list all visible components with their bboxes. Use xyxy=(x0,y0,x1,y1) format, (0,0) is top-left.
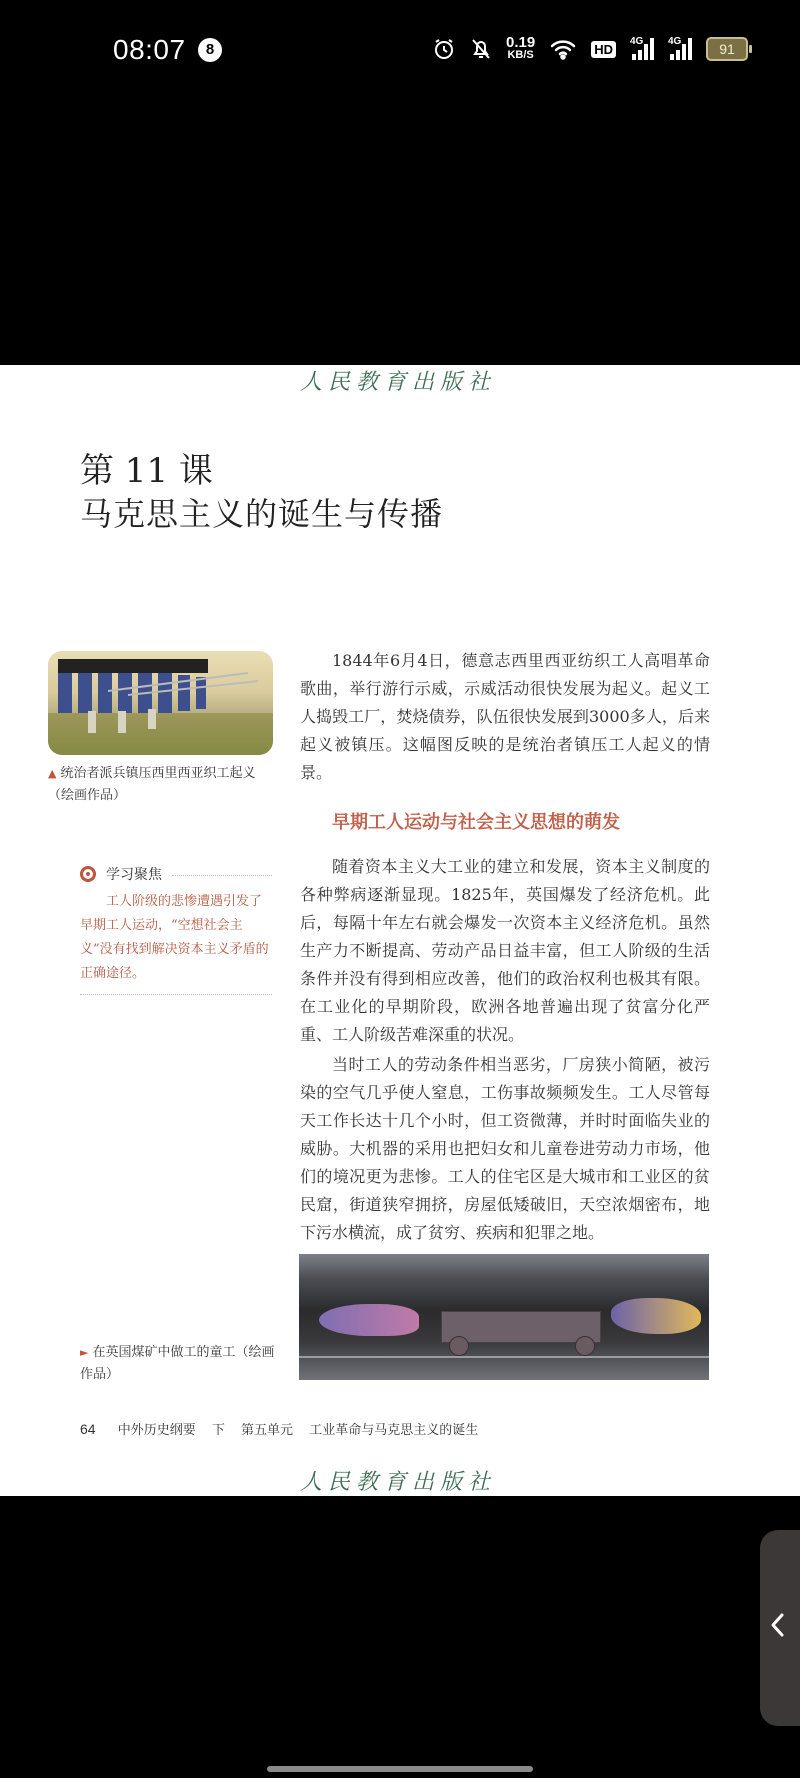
target-icon xyxy=(80,866,96,882)
textbook-page[interactable] xyxy=(0,365,800,1496)
battery-icon: 91 xyxy=(706,37,748,61)
clock: 08:07 xyxy=(113,34,186,65)
page-number: 64 xyxy=(80,1421,96,1437)
unit-title: 工业革命与马克思主义的诞生 xyxy=(309,1423,479,1438)
caption-marker-icon: ► xyxy=(80,1346,89,1359)
study-focus-text: 工人阶级的悲惨遭遇引发了早期工人运动，“空想社会主义”没有找到解决资本主义矛盾的正确途径。 xyxy=(80,890,272,995)
section-heading: 早期工人运动与社会主义思想的萌发 xyxy=(332,812,620,833)
signal-icon: 4G xyxy=(668,38,692,60)
lesson-title: 马克思主义的诞生与传播 xyxy=(80,495,444,533)
figure1-caption: ▲ 统治者派兵镇压西里西亚织工起义（绘画作品） xyxy=(48,766,256,803)
home-indicator[interactable] xyxy=(267,1766,533,1772)
chevron-left-icon xyxy=(768,1610,788,1640)
hd-voice-icon: HD xyxy=(591,41,616,58)
divider xyxy=(172,875,272,876)
caption-marker-icon: ▲ xyxy=(48,767,57,780)
book-title: 中外历史纲要 xyxy=(117,1423,196,1438)
figure-silesian-uprising-painting xyxy=(48,651,273,755)
notification-badge: 8 xyxy=(198,38,222,62)
publisher-watermark: 人民教育出版社 xyxy=(300,1470,497,1495)
signal-icon: 4G xyxy=(630,38,654,60)
volume: 下 xyxy=(211,1423,225,1438)
figure2-caption: ► 在英国煤矿中做工的童工（绘画作品） xyxy=(80,1345,275,1382)
intro-paragraph: 1844年6月4日，德意志西里西亚纺织工人高唱革命歌曲，举行游行示威，示威活动很快发展为起义。起义工人捣毁工厂，焚烧债券，队伍很快发展到3000多人，后来起义被镇压。这幅图反映的是统治者镇压工人起义的情景。 xyxy=(300,651,710,782)
alarm-icon xyxy=(432,37,456,61)
status-bar xyxy=(0,0,800,100)
figure-child-coal-miners-painting xyxy=(299,1254,709,1380)
unit: 第五单元 xyxy=(241,1423,294,1438)
mute-bell-icon xyxy=(470,37,492,61)
paragraph-2: 随着资本主义大工业的建立和发展，资本主义制度的各种弊病逐渐显现。1825年，英国爆发了经济危机。此后，每隔十年左右就会爆发一次资本主义经济危机。虽然生产力不断提高、劳动产品日益丰富，但工人阶级的生活条件并没有得到相应改善，他们的政治权利也极其有限。在工业化的早期阶段，欧洲各地普遍出现了贫富分化严重、工人阶级苦难深重的状况。 xyxy=(300,857,710,1044)
publisher-watermark: 人民教育出版社 xyxy=(300,370,497,395)
net-speed: 0.19 KB/S xyxy=(506,34,536,61)
study-focus-title: 学习聚焦 xyxy=(106,867,162,883)
status-icons xyxy=(432,34,748,64)
study-focus-box xyxy=(80,864,272,995)
wifi-icon xyxy=(549,38,577,60)
paragraph-3: 当时工人的劳动条件相当恶劣，厂房狭小简陋，被污染的空气几乎使人窒息，工伤事故频频发生。工人尽管每天工作长达十几个小时，但工资微薄，并时时面临失业的威胁。大机器的采用也把妇女和儿童卷进劳动力市场，他们的境况更为悲惨。工人的住宅区是大城市和工业区的贫民窟，街道狭窄拥挤，房屋低矮破旧，天空浓烟密布，地下污水横流，成了贫穷、疾病和犯罪之地。 xyxy=(300,1055,710,1242)
side-panel-handle[interactable] xyxy=(760,1530,800,1726)
lesson-number: 第 11 课 xyxy=(80,451,213,491)
page-footer xyxy=(80,1419,478,1438)
